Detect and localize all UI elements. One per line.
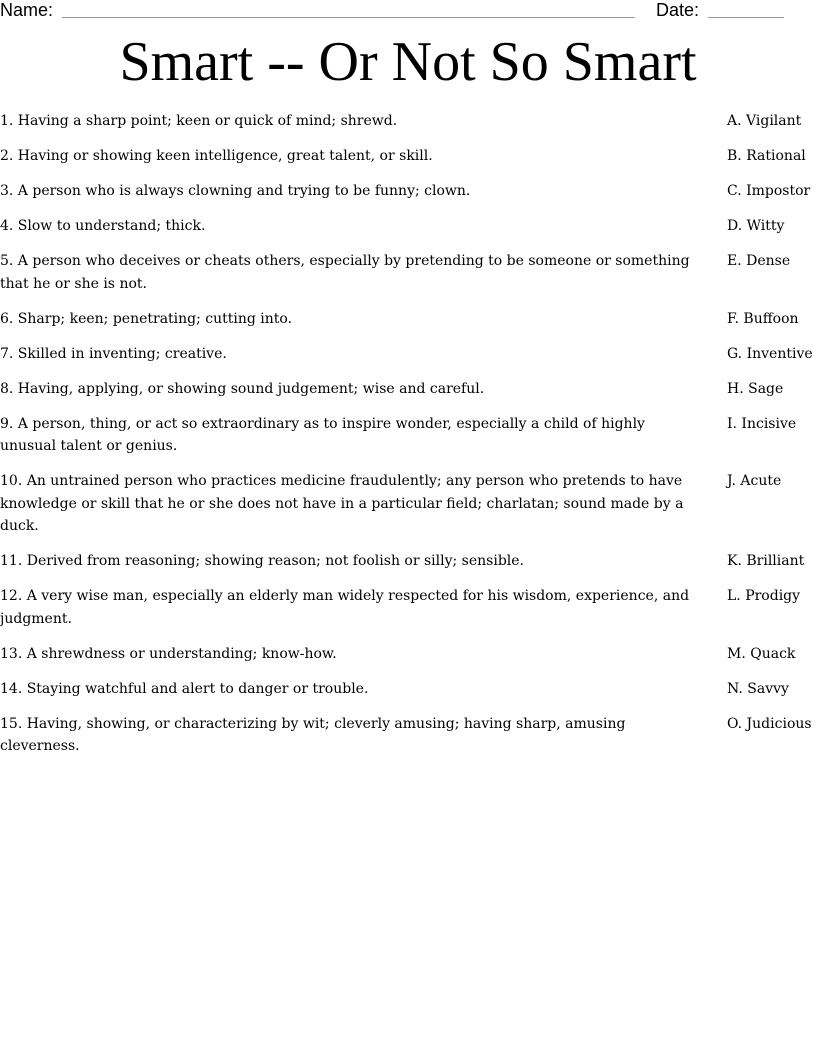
answer-option: B. Rational <box>727 148 806 164</box>
name-blank-line <box>62 17 635 18</box>
name-label: Name: <box>0 0 54 20</box>
answer-option: G. Inventive <box>727 345 813 362</box>
answer-option: N. Savvy <box>727 680 789 697</box>
definition-text: 11. Derived from reasoning; showing reason; not foolish or silly; sensible. <box>0 553 525 569</box>
list-item <box>0 643 816 666</box>
list-item <box>0 550 816 573</box>
answer-option: A. Vigilant <box>727 113 802 129</box>
definition-text: 1. Having a sharp point; keen or quick of mind; shrewd. <box>0 113 398 129</box>
list-item <box>0 180 816 203</box>
list-item <box>0 470 816 538</box>
date-blank-line <box>708 17 784 18</box>
list-item <box>0 145 816 168</box>
list-item <box>0 378 816 401</box>
definition-text: 2. Having or showing keen intelligence, great talent, or skill. <box>0 148 433 164</box>
list-item <box>0 585 816 630</box>
list-item <box>0 215 816 238</box>
list-item <box>0 250 816 295</box>
definition-text: 4. Slow to understand; thick. <box>0 218 206 234</box>
definition-text: 13. A shrewdness or understanding; know-how. <box>0 645 337 662</box>
answer-option: O. Judicious <box>727 715 812 732</box>
definition-text: 6. Sharp; keen; penetrating; cutting into. <box>0 310 293 327</box>
answer-option: F. Buffoon <box>727 310 799 327</box>
definition-text: 8. Having, applying, or showing sound judgement; wise and careful. <box>0 380 485 397</box>
definition-text: 12. A very wise man, especially an elderly man widely respected for his wisdom, experience, and judgment. <box>0 588 690 627</box>
answer-option: D. Witty <box>727 218 785 234</box>
list-item <box>0 308 816 331</box>
answer-option: E. Dense <box>727 253 791 269</box>
answer-option: L. Prodigy <box>727 588 801 604</box>
definition-text: 3. A person who is always clowning and trying to be funny; clown. <box>0 183 471 199</box>
list-item <box>0 413 816 458</box>
answer-option: C. Impostor <box>727 183 811 199</box>
date-label: Date: <box>656 0 700 20</box>
list-item <box>0 343 816 366</box>
list-item <box>0 110 816 133</box>
list-item <box>0 713 816 758</box>
definition-text: 15. Having, showing, or characterizing by wit; cleverly amusing; having sharp, amusing cleverness. <box>0 715 626 754</box>
definition-text: 5. A person who deceives or cheats others, especially by pretending to be someone or something that he or she is not. <box>0 253 690 292</box>
list-item <box>0 678 816 701</box>
worksheet-title: Smart -- Or Not So Smart <box>119 31 697 93</box>
header-row <box>0 0 816 24</box>
answer-option: J. Acute <box>727 473 782 489</box>
definition-text: 9. A person, thing, or act so extraordinary as to inspire wonder, especially a child of highly unusual talent or genius. <box>0 415 645 454</box>
answer-option: H. Sage <box>727 380 784 397</box>
definition-text: 7. Skilled in inventing; creative. <box>0 345 227 362</box>
definition-text: 14. Staying watchful and alert to danger or trouble. <box>0 680 369 697</box>
answer-option: K. Brilliant <box>727 553 805 569</box>
answer-option: I. Incisive <box>727 415 797 432</box>
answer-option: M. Quack <box>727 645 796 662</box>
question-list <box>0 110 816 770</box>
definition-text: 10. An untrained person who practices medicine fraudulently; any person who pretends to have knowledge or skill that he or she does not have in a particular field; charlatan; sound made by a duck. <box>0 473 684 534</box>
